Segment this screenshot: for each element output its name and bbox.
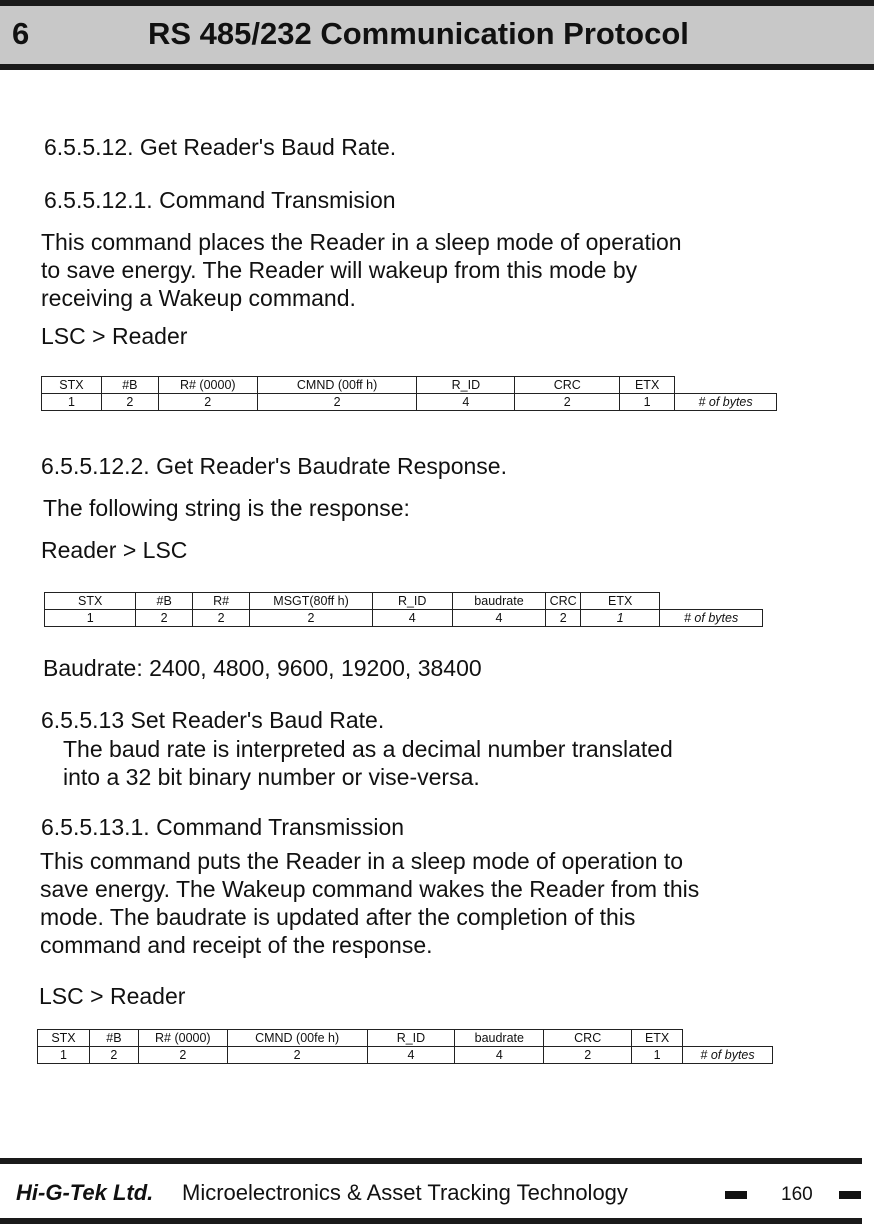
- paragraph-13-1: [40, 847, 699, 959]
- table-header-row: [38, 1030, 773, 1047]
- table-cell: CMND (00fe h): [227, 1030, 367, 1047]
- table-cell: R_ID: [367, 1030, 455, 1047]
- table-values-row: [42, 394, 777, 411]
- table-cell: 2: [546, 610, 581, 627]
- table-cell-empty: [683, 1030, 773, 1047]
- table-cell: 2: [515, 394, 620, 411]
- table-cell: ETX: [632, 1030, 683, 1047]
- table-cell-empty: [660, 593, 763, 610]
- table-cell: 2: [544, 1047, 632, 1064]
- table-cell: #B: [136, 593, 192, 610]
- table-cell: 1: [620, 394, 675, 411]
- table-cell: CRC: [515, 377, 620, 394]
- table-header-row: [42, 377, 777, 394]
- table-cell: 1: [632, 1047, 683, 1064]
- direction-label-12-2: Reader > LSC: [41, 537, 188, 563]
- bytes-label: # of bytes: [675, 394, 777, 411]
- table-cell: 1: [42, 394, 102, 411]
- paragraph-line: This command puts the Reader in a sleep mode of operation to: [40, 848, 684, 874]
- paragraph-line: receiving a Wakeup command.: [41, 285, 356, 311]
- table-cell: 1: [581, 610, 660, 627]
- table-cell: R# (0000): [138, 1030, 227, 1047]
- table-cell-empty: [675, 377, 777, 394]
- table-cell: 2: [250, 610, 372, 627]
- table-cell: ETX: [620, 377, 675, 394]
- baudrate-list: Baudrate: 2400, 4800, 9600, 19200, 38400: [43, 655, 482, 681]
- section-heading-13: 6.5.5.13 Set Reader's Baud Rate.: [41, 707, 385, 733]
- packet-table-12-2: [44, 592, 763, 627]
- direction-label-13-1: LSC > Reader: [39, 983, 186, 1009]
- table-cell: 2: [227, 1047, 367, 1064]
- section-heading-12: 6.5.5.12. Get Reader's Baud Rate.: [44, 134, 397, 160]
- bytes-label: # of bytes: [660, 610, 763, 627]
- footer-right-dash: [839, 1191, 861, 1199]
- table-cell: 2: [101, 394, 158, 411]
- table-cell: CRC: [546, 593, 581, 610]
- subsection-heading-12-2: 6.5.5.12.2. Get Reader's Baudrate Response.: [41, 453, 507, 479]
- table-cell: CMND (00ff h): [257, 377, 417, 394]
- header-bottom-rule: [0, 64, 874, 70]
- table-cell: R_ID: [372, 593, 452, 610]
- paragraph-line: to save energy. The Reader will wakeup from this mode by: [41, 257, 638, 283]
- footer-top-rule: [0, 1158, 862, 1164]
- paragraph-12-1: [41, 228, 682, 312]
- paragraph-line: save energy. The Wakeup command wakes the Reader from this: [40, 876, 700, 902]
- table-cell: 4: [455, 1047, 544, 1064]
- footer-subtitle: Microelectronics & Asset Tracking Technology: [182, 1180, 628, 1205]
- table-cell: 2: [192, 610, 250, 627]
- table-cell: #B: [89, 1030, 138, 1047]
- paragraph-line: command and receipt of the response.: [40, 932, 433, 958]
- paragraph-line: into a 32 bit binary number or vise-versa.: [63, 764, 480, 790]
- table-cell: R# (0000): [158, 377, 257, 394]
- table-cell: R_ID: [417, 377, 515, 394]
- table-cell: 2: [257, 394, 417, 411]
- table-cell: R#: [192, 593, 250, 610]
- table-cell: STX: [38, 1030, 90, 1047]
- subsection-heading-13-1: 6.5.5.13.1. Command Transmission: [41, 814, 405, 840]
- table-cell: ETX: [581, 593, 660, 610]
- table-cell: baudrate: [455, 1030, 544, 1047]
- subsection-heading-12-1: 6.5.5.12.1. Command Transmision: [44, 187, 396, 213]
- chapter-title: RS 485/232 Communication Protocol: [148, 16, 689, 51]
- table-cell: 4: [372, 610, 452, 627]
- table-cell: 2: [89, 1047, 138, 1064]
- response-intro: The following string is the response:: [43, 495, 410, 521]
- table-cell: STX: [42, 377, 102, 394]
- table-cell: 4: [452, 610, 545, 627]
- table-cell: 4: [367, 1047, 455, 1064]
- packet-table-13-1: [37, 1029, 773, 1064]
- footer-bottom-rule: [0, 1218, 862, 1224]
- direction-label-12-1: LSC > Reader: [41, 323, 188, 349]
- table-cell: 1: [38, 1047, 90, 1064]
- chapter-number: 6: [12, 16, 30, 51]
- table-values-row: [38, 1047, 773, 1064]
- table-cell: 4: [417, 394, 515, 411]
- table-cell: #B: [101, 377, 158, 394]
- table-cell: 1: [45, 610, 136, 627]
- table-cell: 2: [138, 1047, 227, 1064]
- paragraph-13-intro: [63, 735, 673, 791]
- paragraph-line: This command places the Reader in a sleep mode of operation: [41, 229, 682, 255]
- paragraph-line: mode. The baudrate is updated after the completion of this: [40, 904, 636, 930]
- table-cell: STX: [45, 593, 136, 610]
- table-cell: CRC: [544, 1030, 632, 1047]
- table-cell: baudrate: [452, 593, 545, 610]
- footer-left-dash: [725, 1191, 747, 1199]
- page-number: 160: [781, 1184, 813, 1205]
- footer-company: Hi-G-Tek Ltd.: [16, 1180, 154, 1205]
- bytes-label: # of bytes: [683, 1047, 773, 1064]
- packet-table-12-1: [41, 376, 777, 411]
- table-header-row: [45, 593, 763, 610]
- table-cell: MSGT(80ff h): [250, 593, 372, 610]
- paragraph-line: The baud rate is interpreted as a decimal number translated: [63, 736, 673, 762]
- table-cell: 2: [136, 610, 192, 627]
- table-values-row: [45, 610, 763, 627]
- table-cell: 2: [158, 394, 257, 411]
